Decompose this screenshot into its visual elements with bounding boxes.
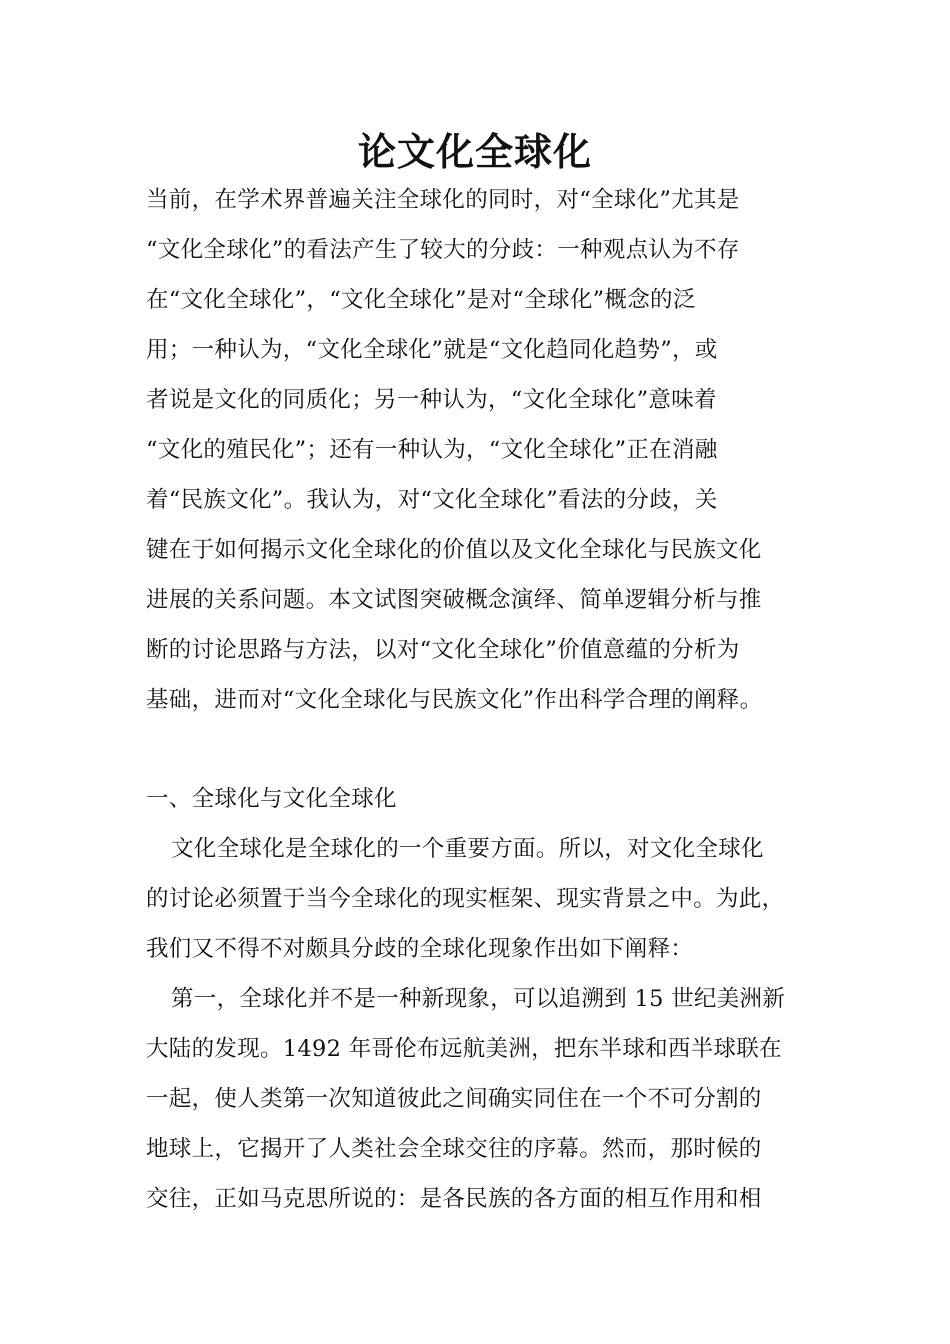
intro-line-6: “文化的殖民化”；还有一种认为，“文化全球化”正在消融 [146, 437, 718, 463]
intro-line-8: 键在于如何揭示文化全球化的价值以及文化全球化与民族文化 [146, 537, 762, 563]
intro-line-2: “文化全球化”的看法产生了较大的分歧：一种观点认为不存 [146, 237, 740, 263]
para1-line-2: 的讨论必须置于当今全球化的现实框架、现实背景之中。为此， [146, 886, 785, 912]
para1-line-1: 文化全球化是全球化的一个重要方面。所以，对文化全球化 [171, 836, 764, 862]
para1-line-3: 我们又不得不对颇具分歧的全球化现象作出如下阐释： [146, 936, 694, 962]
intro-line-1: 当前，在学术界普遍关注全球化的同时，对“全球化”尤其是 [146, 187, 740, 213]
intro-line-7: 着“民族文化”。我认为，对“文化全球化”看法的分歧，关 [146, 487, 718, 513]
intro-line-4: 用；一种认为，“文化全球化”就是“文化趋同化趋势”，或 [146, 337, 718, 363]
section-heading: 一、全球化与文化全球化 [146, 786, 397, 812]
intro-line-11: 基础，进而对“文化全球化与民族文化”作出科学合理的阐释。 [146, 687, 763, 713]
para2-line-3: 一起，使人类第一次知道彼此之间确实同住在一个不可分割的 [146, 1086, 762, 1112]
para2-line-1: 第一，全球化并不是一种新现象，可以追溯到 15 世纪美洲新 [171, 986, 786, 1012]
intro-line-3: 在“文化全球化”，“文化全球化”是对“全球化”概念的泛 [146, 287, 696, 313]
document-title: 论文化全球化 [357, 129, 592, 174]
para2-line-2: 大陆的发现。1492 年哥伦布远航美洲，把东半球和西半球联在 [146, 1036, 782, 1062]
intro-line-9: 进展的关系问题。本文试图突破概念演绎、简单逻辑分析与推 [146, 587, 762, 613]
para2-line-5: 交往，正如马克思所说的：是各民族的各方面的相互作用和相 [146, 1186, 762, 1212]
intro-line-5: 者说是文化的同质化；另一种认为，“文化全球化”意味着 [146, 387, 717, 413]
para2-line-4: 地球上，它揭开了人类社会全球交往的序幕。然而，那时候的 [146, 1136, 762, 1162]
intro-line-10: 断的讨论思路与方法，以对“文化全球化”价值意蕴的分析为 [146, 637, 740, 663]
